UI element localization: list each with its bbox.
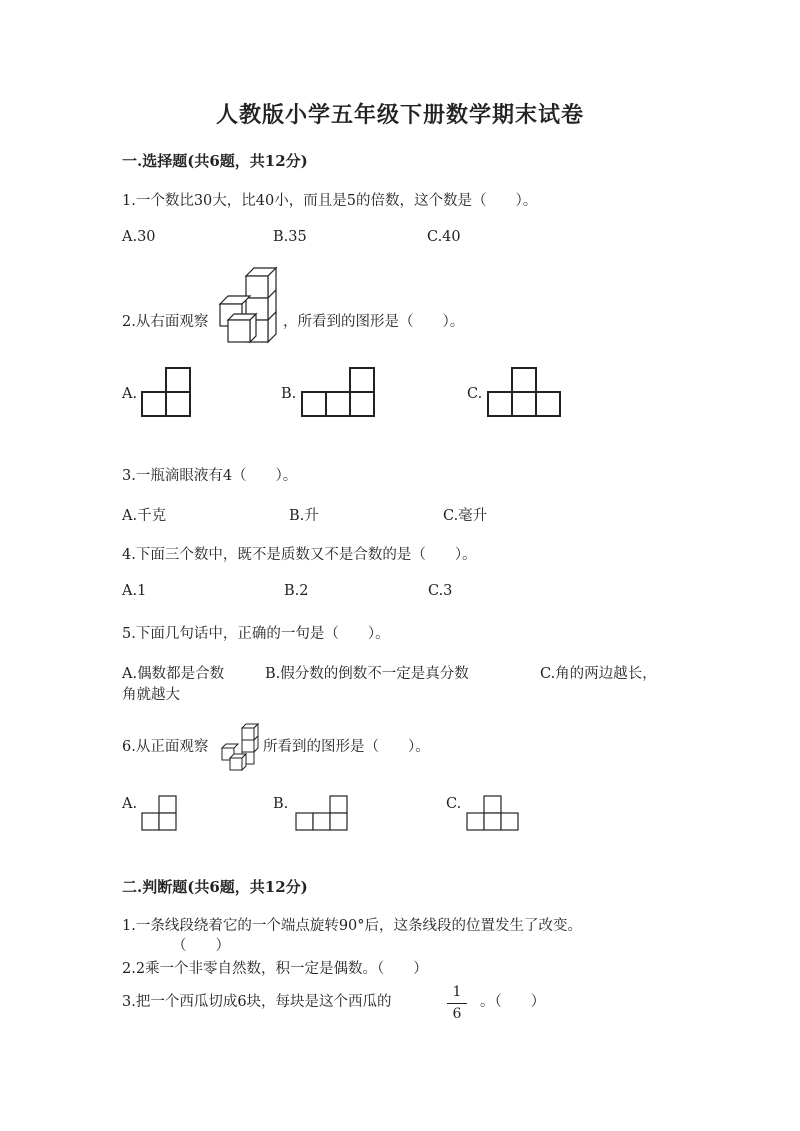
fraction-denominator: 6 (452, 1006, 462, 1022)
judgment-3-text-after: 。（ ） (480, 994, 546, 1010)
question-4-text: 4.下面三个数中，既不是质数又不是合数的是（ ）。 (122, 547, 477, 563)
q5-option-b: B.假分数的倒数不一定是真分数 (265, 666, 469, 682)
q2-option-b-figure (300, 367, 377, 419)
judgment-1-paren: （ ） (172, 938, 230, 954)
q4-option-a: A.1 (122, 583, 147, 599)
q5-option-c-continued: 角就越大 (122, 687, 180, 703)
q5-option-c: C.角的两边越长， (540, 666, 657, 682)
q2-option-c-label: C. (467, 386, 483, 402)
question-2-text-after: ，所看到的图形是（ ）。 (283, 314, 465, 330)
q3-option-b: B.升 (289, 508, 319, 524)
q3-option-c: C.毫升 (443, 508, 488, 524)
q2-cube-stack-figure (218, 268, 280, 346)
q6-option-a-figure (140, 795, 178, 831)
q4-option-b: B.2 (284, 583, 309, 599)
section-heading-judgment: 二.判断题(共6题，共12分) (122, 878, 308, 896)
q2-option-a-label: A. (122, 386, 138, 402)
q6-option-b-figure (294, 795, 350, 831)
q6-cube-stack-figure (220, 722, 264, 770)
question-6-text-after: 所看到的图形是（ ）。 (263, 739, 430, 755)
question-2-text-before: 2.从右面观察 (122, 314, 209, 330)
q6-option-a-label: A. (122, 796, 138, 812)
q5-option-a: A.偶数都是合数 (122, 666, 225, 682)
section-heading-choice: 一.选择题(共6题，共12分) (122, 152, 308, 170)
q1-option-b: B.35 (273, 229, 307, 245)
judgment-2-text: 2.2乘一个非零自然数，积一定是偶数。（ ） (122, 961, 428, 977)
judgment-3-fraction (447, 984, 467, 1022)
fraction-numerator: 1 (452, 984, 462, 1000)
question-6-text-before: 6.从正面观察 (122, 739, 209, 755)
question-3-text: 3.一瓶滴眼液有4（ ）。 (122, 468, 298, 484)
q2-option-c-figure (486, 367, 563, 419)
q6-option-b-label: B. (273, 796, 289, 812)
page-title: 人教版小学五年级下册数学期末试卷 (215, 102, 584, 128)
q3-option-a: A.千克 (122, 508, 167, 524)
question-5-text: 5.下面几句话中，正确的一句是（ ）。 (122, 626, 390, 642)
q6-option-c-label: C. (446, 796, 462, 812)
q1-option-c: C.40 (427, 229, 461, 245)
judgment-3-text-before: 3.把一个西瓜切成6块，每块是这个西瓜的 (122, 994, 392, 1010)
q1-option-a: A.30 (122, 229, 156, 245)
q2-option-a-figure (140, 367, 192, 419)
q2-option-b-label: B. (281, 386, 297, 402)
q6-option-c-figure (465, 795, 521, 831)
judgment-1-text: 1.一条线段绕着它的一个端点旋转90°后，这条线段的位置发生了改变。 (122, 918, 583, 934)
question-1-text: 1.一个数比30大，比40小，而且是5的倍数，这个数是（ ）。 (122, 193, 538, 209)
q4-option-c: C.3 (428, 583, 453, 599)
fraction-bar (447, 1003, 467, 1004)
